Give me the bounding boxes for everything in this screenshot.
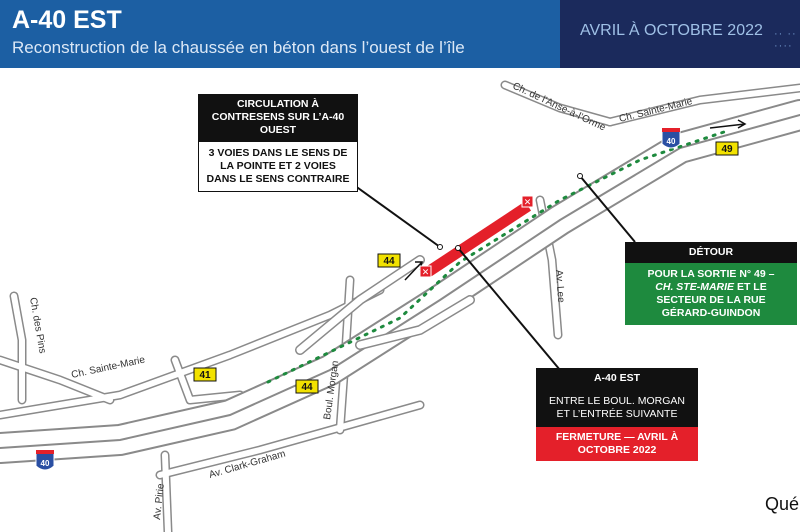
svg-text:✕: ✕ (421, 267, 430, 277)
svg-text:40: 40 (40, 459, 50, 468)
callout-contresens (198, 94, 358, 192)
street-label-clark-graham: Av. Clark-Graham (207, 448, 287, 481)
dots-decoration-icon: ·· ·· ···· (774, 28, 797, 52)
closure-marker-icon (420, 266, 431, 277)
exit-badge-44-north (378, 254, 400, 267)
page-subtitle: Reconstruction de la chaussée en béton dans l’ouest de l’île (12, 38, 465, 57)
callout-contresens-head: CIRCULATION À CONTRESENS SUR L’A-40 OUEST (198, 94, 358, 141)
svg-text:40: 40 (666, 137, 676, 146)
street-label-sainte-marie-w: Ch. Sainte-Marie (70, 354, 147, 381)
svg-text:41: 41 (199, 370, 211, 381)
a40-shield-icon (662, 128, 680, 148)
street-label-sainte-marie-ne: Ch. Sainte-Marie (618, 96, 694, 125)
period-label: AVRIL À OCTOBRE 2022 (580, 22, 763, 39)
callout-detour-head: DÉTOUR (625, 242, 797, 263)
street-label-des-pins: Ch. des Pins (27, 296, 48, 355)
detour-text-prefix: POUR LA SORTIE N° 49 – (647, 268, 775, 280)
svg-text:44: 44 (301, 382, 313, 393)
street-label-anse: Ch. de l’Anse-à-l’Orme (510, 80, 608, 134)
callout-detour-body (625, 263, 797, 325)
period-panel (560, 0, 800, 68)
street-label-morgan: Boul. Morgan (322, 359, 342, 421)
callout-fermeture-head: A-40 EST (536, 368, 698, 389)
page-title: A-40 EST (12, 6, 122, 34)
exit-badge-44-south (296, 380, 318, 393)
callout-contresens-body: 3 VOIES DANS LE SENS DE LA POINTE ET 2 VOIES DANS LE SENS CONTRAIRE (198, 141, 358, 192)
callout-fermeture (536, 368, 698, 461)
exit-badge-41 (194, 368, 216, 381)
a40-shield-icon (36, 450, 54, 470)
svg-text:44: 44 (383, 256, 395, 267)
detour-text-street: CH. STE-MARIE (655, 281, 735, 293)
svg-text:49: 49 (721, 144, 733, 155)
exit-badge-49 (716, 142, 738, 155)
detour-text-suffix: ET LE SECTEUR DE LA RUE GÉRARD-GUINDON (656, 281, 767, 319)
callout-fermeture-body: ENTRE LE BOUL. MORGAN ET L’ENTRÉE SUIVANTE (536, 389, 698, 427)
street-label-lee: Av. Lee (553, 269, 567, 304)
closure-marker-icon (522, 196, 533, 207)
quebec-logo: Qué (765, 494, 800, 514)
svg-text:✕: ✕ (523, 197, 532, 207)
map-header (0, 0, 800, 68)
street-label-pirie: Av. Pirie (152, 483, 167, 521)
callout-fermeture-red: FERMETURE — AVRIL À OCTOBRE 2022 (536, 427, 698, 461)
callout-detour (625, 242, 797, 325)
